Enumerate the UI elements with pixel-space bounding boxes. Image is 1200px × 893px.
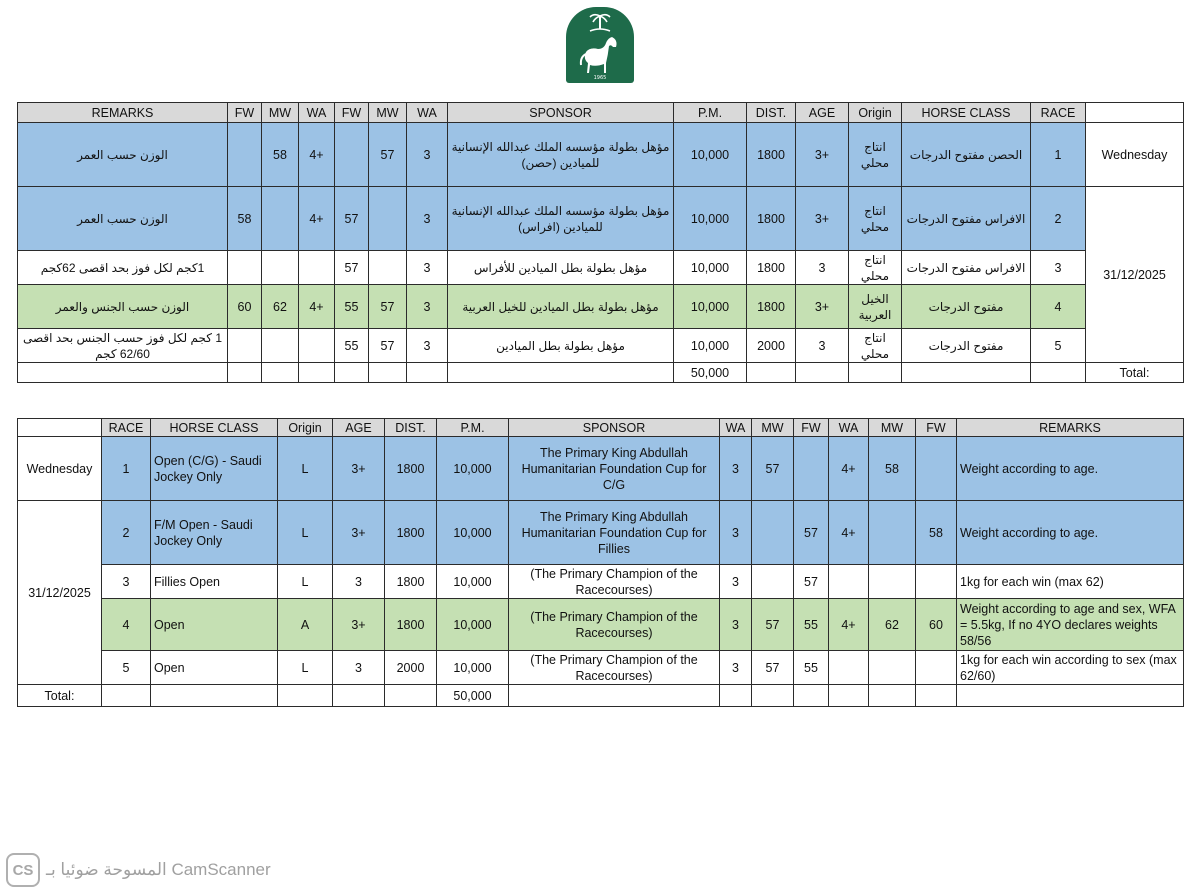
remarks-cell: الوزن حسب الجنس والعمر bbox=[18, 285, 228, 329]
remarks-cell: 1kg for each win according to sex (max 62/60) bbox=[957, 651, 1184, 685]
logo-year: 1965 bbox=[593, 75, 607, 81]
wa-cell: 3 bbox=[720, 437, 752, 501]
sponsor-cell: (The Primary Champion of the Racecourses) bbox=[509, 565, 720, 599]
wa-cell: 4+ bbox=[299, 123, 335, 187]
horse-class-cell: مفتوح الدرجات bbox=[902, 329, 1031, 363]
origin-cell: L bbox=[278, 565, 333, 599]
col-header-blank bbox=[18, 419, 102, 437]
col-header: WA bbox=[407, 103, 448, 123]
total-label: Total: bbox=[18, 685, 102, 707]
sponsor-cell: (The Primary Champion of the Racecourses) bbox=[509, 599, 720, 651]
dist-cell: 2000 bbox=[747, 329, 796, 363]
total-row bbox=[18, 685, 1184, 707]
wa-cell: 3 bbox=[407, 123, 448, 187]
table-row bbox=[18, 651, 1184, 685]
col-header: REMARKS bbox=[957, 419, 1184, 437]
wa-cell: 3 bbox=[720, 565, 752, 599]
wa-cell: 3 bbox=[407, 251, 448, 285]
col-header: FW bbox=[794, 419, 829, 437]
remarks-cell: Weight according to age and sex, WFA = 5.5kg, If no 4YO declares weights 58/56 bbox=[957, 599, 1184, 651]
mw-cell: 58 bbox=[262, 123, 299, 187]
horse-emblem-icon bbox=[566, 7, 634, 83]
col-header: MW bbox=[869, 419, 916, 437]
wa-cell: 4+ bbox=[299, 285, 335, 329]
origin-cell: الخيل العربية bbox=[849, 285, 902, 329]
remarks-cell: الوزن حسب العمر bbox=[18, 187, 228, 251]
wa-cell: 3 bbox=[407, 285, 448, 329]
wa-cell: 3 bbox=[720, 651, 752, 685]
horse-class-cell: Fillies Open bbox=[151, 565, 278, 599]
table-row bbox=[18, 187, 1184, 251]
fw-cell: 55 bbox=[794, 651, 829, 685]
col-header: SPONSOR bbox=[448, 103, 674, 123]
dist-cell: 1800 bbox=[747, 123, 796, 187]
wa-cell bbox=[829, 651, 869, 685]
total-row bbox=[18, 363, 1184, 383]
wa-cell: 3 bbox=[407, 329, 448, 363]
col-header: AGE bbox=[333, 419, 385, 437]
dist-cell: 1800 bbox=[385, 565, 437, 599]
fw-cell: 60 bbox=[916, 599, 957, 651]
remarks-cell: 1كجم لكل فوز بحد اقصى 62كجم bbox=[18, 251, 228, 285]
pm-cell: 10,000 bbox=[437, 501, 509, 565]
age-cell: 3 bbox=[333, 565, 385, 599]
col-header: Origin bbox=[849, 103, 902, 123]
header-row bbox=[18, 103, 1184, 123]
fw-cell: 55 bbox=[335, 285, 369, 329]
age-cell: 3 bbox=[333, 651, 385, 685]
fw-cell: 58 bbox=[228, 187, 262, 251]
fw-cell: 57 bbox=[335, 251, 369, 285]
col-header: P.M. bbox=[674, 103, 747, 123]
table-row bbox=[18, 565, 1184, 599]
col-header: HORSE CLASS bbox=[902, 103, 1031, 123]
horse-class-cell: مفتوح الدرجات bbox=[902, 285, 1031, 329]
fw-cell bbox=[916, 651, 957, 685]
camscanner-text: المسوحة ضوئيا بـ CamScanner bbox=[46, 860, 271, 879]
col-header: DIST. bbox=[385, 419, 437, 437]
fw-cell bbox=[228, 329, 262, 363]
mw-cell: 57 bbox=[752, 437, 794, 501]
total-pm: 50,000 bbox=[674, 363, 747, 383]
wa-cell: 3 bbox=[407, 187, 448, 251]
fw-cell bbox=[916, 437, 957, 501]
pm-cell: 10,000 bbox=[437, 651, 509, 685]
mw-cell bbox=[869, 651, 916, 685]
wa-cell: 4+ bbox=[299, 187, 335, 251]
origin-cell: A bbox=[278, 599, 333, 651]
col-header: AGE bbox=[796, 103, 849, 123]
day-cell: Wednesday bbox=[1086, 123, 1184, 187]
fw-cell: 55 bbox=[335, 329, 369, 363]
col-header: SPONSOR bbox=[509, 419, 720, 437]
origin-cell: انتاج محلي bbox=[849, 187, 902, 251]
horse-class-cell: Open bbox=[151, 599, 278, 651]
wa-cell bbox=[829, 565, 869, 599]
wa-cell: 4+ bbox=[829, 437, 869, 501]
col-header: WA bbox=[720, 419, 752, 437]
sponsor-cell: The Primary King Abdullah Humanitarian Foundation Cup for Fillies bbox=[509, 501, 720, 565]
table-row bbox=[18, 123, 1184, 187]
wa-cell bbox=[299, 251, 335, 285]
col-header: P.M. bbox=[437, 419, 509, 437]
sponsor-cell: مؤهل بطولة بطل الميادين للخيل العربية bbox=[448, 285, 674, 329]
mw-cell bbox=[752, 501, 794, 565]
date-cell: 31/12/2025 bbox=[18, 501, 102, 685]
mw-cell bbox=[262, 251, 299, 285]
fw-cell: 57 bbox=[335, 187, 369, 251]
sponsor-cell: مؤهل بطولة مؤسسه الملك عبدالله الإنسانية للميادين (حصن) bbox=[448, 123, 674, 187]
pm-cell: 10,000 bbox=[674, 123, 747, 187]
dist-cell: 1800 bbox=[747, 285, 796, 329]
race-cell: 5 bbox=[1031, 329, 1086, 363]
col-header: RACE bbox=[1031, 103, 1086, 123]
race-cell: 3 bbox=[1031, 251, 1086, 285]
origin-cell: L bbox=[278, 437, 333, 501]
pm-cell: 10,000 bbox=[437, 565, 509, 599]
sponsor-cell: مؤهل بطولة بطل الميادين bbox=[448, 329, 674, 363]
race-cell: 4 bbox=[1031, 285, 1086, 329]
age-cell: 3+ bbox=[796, 123, 849, 187]
race-cell: 3 bbox=[102, 565, 151, 599]
sponsor-cell: The Primary King Abdullah Humanitarian Foundation Cup for C/G bbox=[509, 437, 720, 501]
origin-cell: انتاج محلي bbox=[849, 251, 902, 285]
age-cell: 3+ bbox=[333, 599, 385, 651]
fw-cell bbox=[916, 565, 957, 599]
fw-cell bbox=[228, 123, 262, 187]
mw-cell bbox=[262, 329, 299, 363]
horse-class-cell: Open (C/G) - Saudi Jockey Only bbox=[151, 437, 278, 501]
horse-class-cell: الحصن مفتوح الدرجات bbox=[902, 123, 1031, 187]
mw-cell: 62 bbox=[262, 285, 299, 329]
pm-cell: 10,000 bbox=[674, 251, 747, 285]
col-header: FW bbox=[228, 103, 262, 123]
sponsor-cell: مؤهل بطولة مؤسسه الملك عبدالله الإنسانية للميادين (افراس) bbox=[448, 187, 674, 251]
day-cell: Wednesday bbox=[18, 437, 102, 501]
sponsor-cell: (The Primary Champion of the Racecourses) bbox=[509, 651, 720, 685]
pm-cell: 10,000 bbox=[437, 437, 509, 501]
fw-cell bbox=[794, 437, 829, 501]
horse-class-cell: Open bbox=[151, 651, 278, 685]
fw-cell: 60 bbox=[228, 285, 262, 329]
horse-class-cell: الافراس مفتوح الدرجات bbox=[902, 187, 1031, 251]
mw-cell: 58 bbox=[869, 437, 916, 501]
remarks-cell: الوزن حسب العمر bbox=[18, 123, 228, 187]
dist-cell: 1800 bbox=[747, 187, 796, 251]
age-cell: 3+ bbox=[796, 187, 849, 251]
table-row bbox=[18, 285, 1184, 329]
wa-cell: 4+ bbox=[829, 599, 869, 651]
pm-cell: 10,000 bbox=[674, 285, 747, 329]
mw-cell bbox=[369, 187, 407, 251]
mw-cell: 57 bbox=[752, 599, 794, 651]
horse-class-cell: الافراس مفتوح الدرجات bbox=[902, 251, 1031, 285]
remarks-cell: Weight according to age. bbox=[957, 437, 1184, 501]
table-row bbox=[18, 251, 1184, 285]
fw-cell: 58 bbox=[916, 501, 957, 565]
dist-cell: 1800 bbox=[385, 501, 437, 565]
total-pm: 50,000 bbox=[437, 685, 509, 707]
table-row bbox=[18, 501, 1184, 565]
date-cell: 31/12/2025 bbox=[1086, 187, 1184, 363]
mw-cell bbox=[262, 187, 299, 251]
col-header: Origin bbox=[278, 419, 333, 437]
pm-cell: 10,000 bbox=[674, 329, 747, 363]
col-header: WA bbox=[299, 103, 335, 123]
dist-cell: 1800 bbox=[747, 251, 796, 285]
mw-cell bbox=[752, 565, 794, 599]
remarks-cell: 1kg for each win (max 62) bbox=[957, 565, 1184, 599]
col-header-blank bbox=[1086, 103, 1184, 123]
mw-cell: 57 bbox=[369, 285, 407, 329]
mw-cell: 57 bbox=[752, 651, 794, 685]
age-cell: 3 bbox=[796, 251, 849, 285]
mw-cell: 57 bbox=[369, 123, 407, 187]
race-cell: 2 bbox=[1031, 187, 1086, 251]
horse-class-cell: F/M Open - Saudi Jockey Only bbox=[151, 501, 278, 565]
col-header: MW bbox=[369, 103, 407, 123]
race-cell: 4 bbox=[102, 599, 151, 651]
fw-cell: 55 bbox=[794, 599, 829, 651]
col-header: MW bbox=[262, 103, 299, 123]
dist-cell: 2000 bbox=[385, 651, 437, 685]
fw-cell: 57 bbox=[794, 501, 829, 565]
col-header: FW bbox=[335, 103, 369, 123]
mw-cell: 57 bbox=[369, 329, 407, 363]
header-row bbox=[18, 419, 1184, 437]
col-header: REMARKS bbox=[18, 103, 228, 123]
col-header: DIST. bbox=[747, 103, 796, 123]
table-row bbox=[18, 329, 1184, 363]
col-header: FW bbox=[916, 419, 957, 437]
mw-cell bbox=[369, 251, 407, 285]
total-label: Total: bbox=[1086, 363, 1184, 383]
english-race-card bbox=[17, 418, 1184, 707]
race-cell: 5 bbox=[102, 651, 151, 685]
fw-cell bbox=[228, 251, 262, 285]
pm-cell: 10,000 bbox=[674, 187, 747, 251]
camscanner-icon: CS bbox=[6, 853, 40, 887]
race-cell: 2 bbox=[102, 501, 151, 565]
camscanner-watermark bbox=[6, 853, 271, 887]
col-header: RACE bbox=[102, 419, 151, 437]
origin-cell: انتاج محلي bbox=[849, 123, 902, 187]
origin-cell: انتاج محلي bbox=[849, 329, 902, 363]
sponsor-cell: مؤهل بطولة بطل الميادين للأفراس bbox=[448, 251, 674, 285]
race-cell: 1 bbox=[1031, 123, 1086, 187]
col-header: HORSE CLASS bbox=[151, 419, 278, 437]
mw-cell bbox=[869, 501, 916, 565]
age-cell: 3+ bbox=[333, 501, 385, 565]
wa-cell: 3 bbox=[720, 501, 752, 565]
remarks-cell: 1 كجم لكل فوز حسب الجنس بحد اقصى 62/60 كجم bbox=[18, 329, 228, 363]
race-cell: 1 bbox=[102, 437, 151, 501]
age-cell: 3+ bbox=[796, 285, 849, 329]
col-header: WA bbox=[829, 419, 869, 437]
wa-cell: 3 bbox=[720, 599, 752, 651]
fw-cell bbox=[335, 123, 369, 187]
table-row bbox=[18, 437, 1184, 501]
age-cell: 3+ bbox=[333, 437, 385, 501]
table-row bbox=[18, 599, 1184, 651]
origin-cell: L bbox=[278, 651, 333, 685]
club-logo bbox=[566, 7, 634, 83]
fw-cell: 57 bbox=[794, 565, 829, 599]
pm-cell: 10,000 bbox=[437, 599, 509, 651]
origin-cell: L bbox=[278, 501, 333, 565]
dist-cell: 1800 bbox=[385, 437, 437, 501]
mw-cell bbox=[869, 565, 916, 599]
arabic-race-card bbox=[17, 102, 1184, 383]
mw-cell: 62 bbox=[869, 599, 916, 651]
dist-cell: 1800 bbox=[385, 599, 437, 651]
remarks-cell: Weight according to age. bbox=[957, 501, 1184, 565]
age-cell: 3 bbox=[796, 329, 849, 363]
wa-cell bbox=[299, 329, 335, 363]
wa-cell: 4+ bbox=[829, 501, 869, 565]
col-header: MW bbox=[752, 419, 794, 437]
